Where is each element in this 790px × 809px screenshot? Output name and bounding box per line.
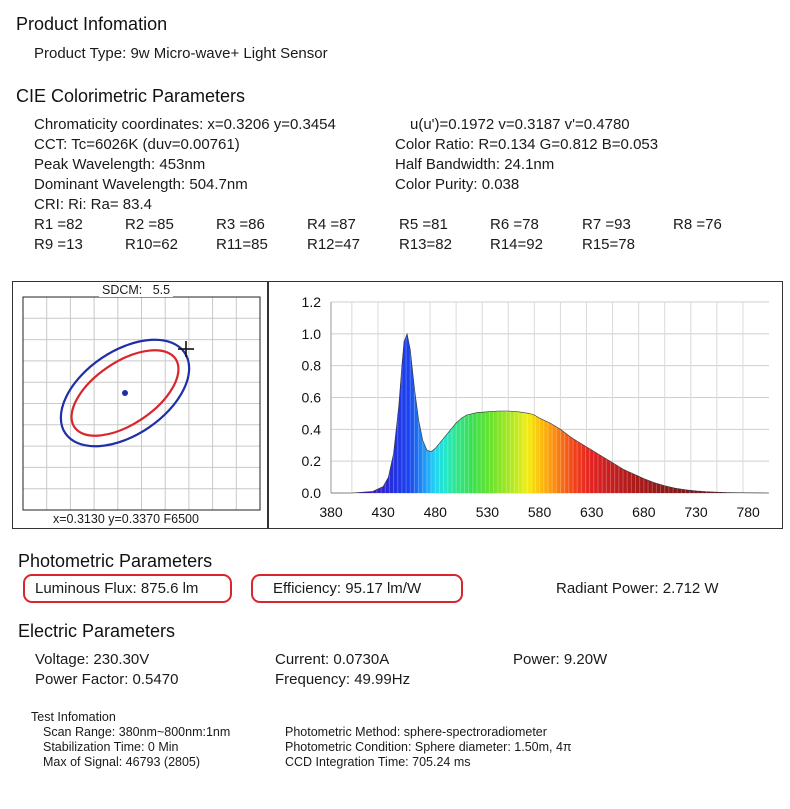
power: Power: 9.20W bbox=[513, 651, 608, 668]
luminous-flux: Luminous Flux: 875.6 lm bbox=[35, 580, 199, 597]
r-value: R4 =87 bbox=[307, 216, 356, 233]
color-purity: Color Purity: 0.038 bbox=[395, 176, 520, 193]
r-value: R6 =78 bbox=[490, 216, 539, 233]
x-tick-label: 680 bbox=[632, 504, 656, 520]
frequency: Frequency: 49.99Hz bbox=[275, 671, 411, 688]
r-value: R8 =76 bbox=[673, 216, 722, 233]
x-tick-label: 430 bbox=[371, 504, 395, 520]
current: Current: 0.0730A bbox=[275, 651, 390, 668]
r-value: R7 =93 bbox=[582, 216, 631, 233]
cct-value: CCT: Tc=6026K (duv=0.00761) bbox=[34, 136, 240, 153]
product-heading: Product Infomation bbox=[16, 14, 168, 34]
sdcm-value: 5.5 bbox=[152, 283, 171, 297]
r-value: R2 =85 bbox=[125, 216, 174, 233]
y-tick-label: 0.6 bbox=[301, 389, 321, 406]
r-value: R1 =82 bbox=[34, 216, 83, 233]
sdcm-label: SDCM: bbox=[102, 283, 143, 297]
x-tick-label: 530 bbox=[475, 504, 500, 520]
y-tick-label: 1.0 bbox=[301, 325, 321, 342]
r-value: R14=92 bbox=[490, 236, 543, 253]
efficiency: Efficiency: 95.17 lm/W bbox=[273, 580, 422, 597]
y-tick-label: 0.2 bbox=[301, 453, 321, 470]
y-tick-label: 0.8 bbox=[301, 357, 321, 374]
r-value: R15=78 bbox=[582, 236, 635, 253]
sdcm-panel bbox=[12, 281, 268, 529]
electric-heading: Electric Parameters bbox=[18, 621, 176, 641]
sdcm-grid bbox=[23, 297, 260, 510]
dominant-wavelength: Dominant Wavelength: 504.7nm bbox=[34, 176, 248, 193]
power-factor: Power Factor: 0.5470 bbox=[35, 671, 179, 688]
y-tick-label: 0.4 bbox=[301, 421, 321, 438]
sdcm-label-group bbox=[99, 283, 173, 297]
photometric-heading: Photometric Parameters bbox=[18, 551, 213, 571]
x-tick-label: 380 bbox=[319, 504, 343, 520]
scan-range: Scan Range: 380nm~800nm:1nm bbox=[43, 725, 231, 739]
x-tick-label: 730 bbox=[684, 504, 708, 520]
x-tick-label: 580 bbox=[527, 504, 552, 520]
sdcm-center-point bbox=[122, 390, 128, 396]
chromaticity-coordinates: Chromaticity coordinates: x=0.3206 y=0.3454 bbox=[34, 116, 336, 133]
ccd-integration-time: CCD Integration Time: 705.24 ms bbox=[285, 755, 471, 769]
sdcm-reference: x=0.3130 y=0.3370 F6500 bbox=[53, 512, 199, 526]
x-tick-label: 630 bbox=[580, 504, 604, 520]
test-heading: Test Infomation bbox=[31, 710, 116, 724]
cie-heading: CIE Colorimetric Parameters bbox=[16, 86, 246, 106]
r-value: R12=47 bbox=[307, 236, 360, 253]
sdcm-plot bbox=[13, 282, 267, 528]
photometric-method: Photometric Method: sphere-spectroradiometer bbox=[285, 725, 547, 739]
x-tick-label: 780 bbox=[736, 504, 760, 520]
photometric-condition: Photometric Condition: Sphere diameter: 1.50m, 4π bbox=[285, 740, 572, 754]
spectrum-chart bbox=[269, 282, 782, 528]
y-axis-ticks bbox=[302, 294, 322, 501]
r-value: R13=82 bbox=[399, 236, 452, 253]
r-value: R3 =86 bbox=[216, 216, 265, 233]
measured-point-marker bbox=[178, 341, 194, 357]
r-value: R10=62 bbox=[125, 236, 178, 253]
peak-wavelength: Peak Wavelength: 453nm bbox=[34, 156, 206, 173]
radiant-power: Radiant Power: 2.712 W bbox=[556, 580, 719, 597]
cri-value: CRI: Ri: Ra= 83.4 bbox=[34, 196, 152, 213]
spectrum-panel bbox=[268, 281, 783, 529]
x-tick-label: 480 bbox=[423, 504, 447, 520]
uv-coordinates: u(u')=0.1972 v=0.3187 v'=0.4780 bbox=[410, 116, 630, 133]
x-axis-ticks bbox=[319, 504, 760, 520]
r-value: R11=85 bbox=[216, 236, 268, 253]
color-ratio: Color Ratio: R=0.134 G=0.812 B=0.053 bbox=[395, 136, 659, 153]
half-bandwidth: Half Bandwidth: 24.1nm bbox=[395, 156, 555, 173]
stabilization-time: Stabilization Time: 0 Min bbox=[43, 740, 179, 754]
r-value: R5 =81 bbox=[399, 216, 448, 233]
max-signal: Max of Signal: 46793 (2805) bbox=[43, 755, 201, 769]
r-value: R9 =13 bbox=[34, 236, 83, 253]
voltage: Voltage: 230.30V bbox=[35, 651, 150, 668]
product-type: Product Type: 9w Micro-wave+ Light Sensor bbox=[34, 45, 328, 62]
y-tick-label: 0.0 bbox=[301, 485, 321, 501]
y-tick-label: 1.2 bbox=[301, 294, 321, 310]
